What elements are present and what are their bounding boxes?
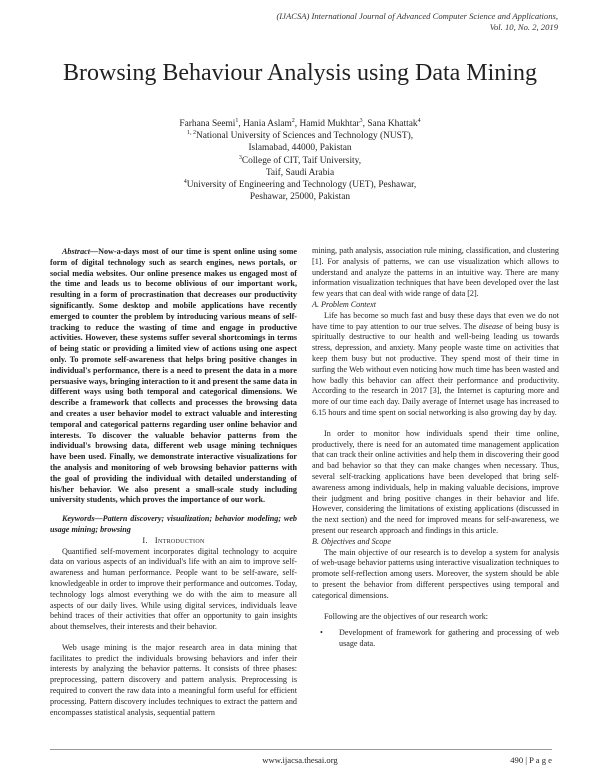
page-number: 490 | P a g e (510, 755, 552, 765)
abstract (50, 247, 297, 506)
continued-paragraph: mining, path analysis, association rule mining, classification, and clustering [1]. For analysis of patterns, we can use visualization which allows to understand and analyze the patterns in an intuitive way. There are many information visualization techniques that have been developed over the last few years that can deal with wide range of data [2]. (312, 246, 559, 299)
list-item (320, 628, 559, 650)
footer-divider (50, 749, 552, 750)
journal-name: (IJACSA) International Journal of Advanced Computer Science and Applications, (276, 11, 558, 21)
affiliation-sup: 1, 2 (186, 130, 196, 137)
author-name: Farhana Seemi (179, 119, 236, 129)
left-column (50, 247, 297, 718)
emphasis-text: disease (478, 321, 503, 331)
section-title: Introduction (154, 535, 205, 545)
affiliation-text: Islamabad, 44000, Pakistan (248, 143, 352, 154)
body-text: of being busy is spiritually destructive to our health and well-being leading us towards stress, depression, and anxiety. Many people waste time on activities that keep them busy but not productive. They spend most of their time in surfing the Web without even noticing how much time has been wasted and how badly this behavior can affect their performance and productivity. According to the research in 2017 [3], the Internet is capturing more and more of our time each day. Daily average of Internet usage has increased to 6.15 hours and time spent on social networking is also growing day by day. (312, 321, 559, 417)
author-list: Farhana Seemi$^1$, Hania Aslam$^2$, Hamid Mukhtar$^3$, Sana Khattak$^4$ (179, 117, 421, 129)
affiliation-sup: 3 (238, 154, 242, 161)
affiliation-text: National University of Sciences and Technology (NUST), (195, 131, 414, 142)
affiliation-text: College of CIT, Taif University, (241, 155, 362, 166)
section-number: I. (142, 535, 148, 545)
body-paragraph: Following are the objectives of our research work: (324, 611, 489, 621)
affiliation-text: Peshawar, 25000, Pakistan (249, 192, 351, 203)
list-item-text: Development of framework for gathering and processing of web usage data. (339, 628, 559, 649)
author-name: Sana Khattak (367, 119, 418, 129)
journal-header (276, 11, 558, 33)
bullet-icon: • (320, 628, 323, 638)
subsection-heading: B. Objectives and Scope (312, 536, 391, 546)
affiliation-line (0, 191, 600, 203)
affiliation-line (0, 130, 600, 142)
footer-url: www.ijacsa.thesai.org (262, 755, 338, 765)
body-paragraph: The main objective of our research is to develop a system for analysis of web-usage behavior patterns using interactive visualization techniques to promote self-reflection among users. Moreover, the system should be able to present the behavior from different perspectives using temporal and categorical dimensions. (312, 547, 559, 600)
body-paragraph: In order to monitor how individuals spend their time online, productively, there is need for an automated time management application that can track their online activities and help them in discovering their good and bad behavior so that they can make changes when necessary. Thus, several self-tracking applications have been developed that bring self-awareness among individuals, help in making valuable decisions, improve their judgment and bring positive changes in their behavior and life. However, considering the limitations of existing applications (discussed in the next section) and the need for improved means for self-awareness, we present our research approach and findings in this article. (312, 428, 559, 535)
intro-paragraph: Web usage mining is the major research area in data mining that facilitates to predict the individuals browsing behaviors and infer their interests by analyzing the behavior patterns. It consists of three phases: preprocessing, pattern discovery and pattern analysis. Preprocessing is required to convert the raw data into a meaningful form useful for efficient processing. Pattern discovery includes techniques to extract the pattern and encompasses statistical analysis, sequential pattern (50, 642, 297, 717)
author-sup: 4 (417, 117, 421, 124)
journal-volume: Vol. 10, No. 2, 2019 (489, 22, 558, 32)
author-sup: 3 (359, 117, 363, 124)
keywords: Keywords—Pattern discovery; visualization; behavior modeling; web usage mining; browsing (50, 514, 297, 534)
abstract-label: Abstract (62, 247, 90, 256)
affiliation-sup: 4 (183, 178, 187, 185)
objectives-list (312, 628, 559, 650)
section-heading (50, 536, 297, 547)
affiliation-line (0, 142, 600, 154)
author-sup: 2 (291, 117, 295, 124)
affiliation-line (0, 155, 600, 167)
author-name: Hamid Mukhtar (299, 119, 360, 129)
right-column (312, 246, 559, 650)
affiliation-text: Taif, Saudi Arabia (265, 167, 335, 178)
body-paragraph (312, 311, 559, 419)
body-text: Life has become so much fast and busy these days that even we do not have time to pay attention to our true selves. The (312, 310, 559, 331)
paper-title: Browsing Behaviour Analysis using Data Mining (63, 60, 537, 86)
subsection-heading: A. Problem Context (312, 299, 377, 309)
author-sup: 1 (235, 117, 239, 124)
intro-paragraph: Quantified self-movement incorporates digital technology to acquire data on various aspects of an individual's life with an aim to improve self-awareness and human performance. People want to be self-aware, self-knowledgeable in order to improve their performance and outcomes. Today, technology logs almost everything we do with the aim to measure all aspects of our daily lives. While using digital services, individuals leave behind traces of their activities that offer an opportunity to gain insights about themselves, their interests and their behavior. (50, 546, 297, 632)
author-block (0, 118, 600, 203)
affiliation-line (0, 179, 600, 191)
affiliation-line (0, 167, 600, 179)
affiliation-text: University of Engineering and Technology (UET), Peshawar, (186, 180, 417, 191)
abstract-text: —Now-a-days most of our time is spent online using some form of digital technology such as search engines, news portals, or social media websites. Our online presence makes us engaged most of the time and leads us to become oblivious of our important work, resulting in a form of procrastination that decreases our productivity significantly. Some desktop and mobile applications have recently emerged to counter the problem by introducing various means of self-tracking to reduce the wasting of time and engage in productive activities. However, these systems suffer several shortcomings in terms of being static or providing a limited view of actions using one aspect only. To promote self-awareness that helps bring positive changes in individual's performance, there is a need to present the data in a more persuasive ways, bringing interaction to it and present the same data in different ways using both temporal and categorical dimensions. We describe a framework that collects and processes the browsing data and creates a user behavior model to extract valuable and interesting temporal and categorical patterns regarding user online behavior and interests. To discover the valuable behavior patterns from the individual's browsing data, different web usage mining techniques have been used. Finally, we demonstrate interactive visualizations for the analysis and monitoring of web browsing behavior patterns with the goal of providing the individual with detailed understanding of his/her behavior. We also present a small-scale study including university students, which proves the importance of our work. (50, 247, 297, 505)
author-name: Hania Aslam (243, 119, 292, 129)
